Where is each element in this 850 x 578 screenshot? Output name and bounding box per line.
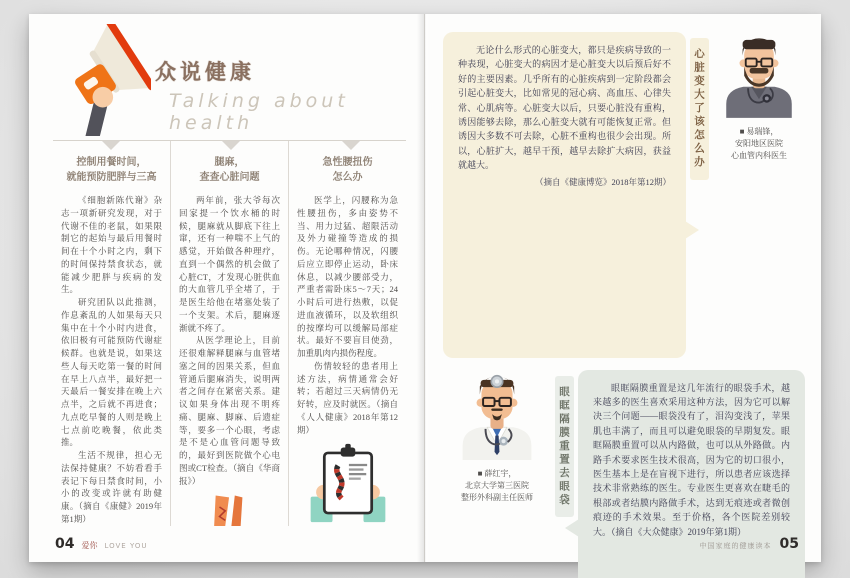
answer-text: 眼眶隔膜重置是这几年流行的眼袋手术，越来越多的医生喜欢采用这种方法，因为它可以解决三个问题——眼袋没有了，泪沟变浅了，苹果肌也丰满了，而且可以避免眼袋的早期复发。眼眶隔膜重置可以从内路做，也可以从外路做。内路手术要求医生技术很高，因为它的切口很小，医生基本上是在盲视下进行，所以患者应该选择技术非常熟练的医生。专业医生更喜欢在睫毛的根部或者结膜内路做手术，达到无痕迹或者微创痕迹的手术效果。至于价格，各个医院差别较大。（摘自《大众健康》2019年第1期） — [593, 382, 790, 537]
topic-label-vertical: 心脏变大了该怎么办 — [690, 38, 709, 180]
article-paragraph: 从医学理论上，目前还很难解释腿麻与血管堵塞之间的因果关系，但血管通后腿麻消失，说明两者之间存在紧密关系。建议如果身体出现不明疼痛、腿麻、脚麻、后遗症等，要多一个心眼，考虑是不是心血管问题导致的，最好到医院做个心电图或CT检查。（摘自《华商报》） — [179, 335, 280, 486]
column-marker-triangle — [222, 141, 240, 150]
article-paragraph: 研究团队以此推测，作息紊乱的人如果每天只集中在十个小时内进食，依旧极有可能预防代谢症候群。也就是说，如果这些人每天吃第一餐的时间在早上八点半，最好把一天最后一餐安排在晚上六点半，之后就不再进食；九点吃早餐的人则是晚上七点前吃晚餐，依此类推。 — [61, 297, 162, 448]
qa-section-heart — [443, 32, 805, 358]
doctor-profile — [713, 32, 805, 358]
bubble-tail-icon — [565, 519, 579, 537]
article-paragraph: 生活不规律，担心无法保持健康？不妨看看手表记下每日禁食时间，小小的改变或许就有助健康。（摘自《康健》2019年第1期） — [61, 450, 162, 524]
article-heading: 急性腰扭伤 怎么办 — [322, 157, 373, 183]
doctor-caption: ■ 易瑞锋， 安阳地区医院 心血管内科医生 — [731, 127, 787, 160]
doctor-caption: ■ 薛红宇， 北京大学第三医院 整形外科副主任医师 — [461, 468, 533, 502]
answer-text: 无论什么形式的心脏变大，都只是疾病导致的一种表现，心脏变大的病因才是心脏变大以后预后好不好的主要因素。几乎所有的心脏疾病到一定阶段都会引起心脏变大，比如常见的冠心病、高血压、心律失常、心肌病等。心脏变大以后，只要心脏没有重构，诱因能够去除，那么心脏变大就有可能恢复正常。但诱因大多数不可去除，心脏不重构也很少会出现。所以，心脏扩大，越早干预，越早去除扩大病因，获益就越大。 — [458, 45, 671, 171]
magazine-name-cn: 爱你 — [81, 541, 98, 550]
source-citation: （摘自《健康博览》2018年第12期） — [534, 176, 671, 187]
right-page — [425, 14, 821, 562]
doctor-profile — [443, 370, 551, 578]
article-paragraph: 医学上，闪腰称为急性腰扭伤，多由姿势不当、用力过猛、超限活动及外力碰撞等造成的损伤。无论哪种情况，闪腰后应立即停止运动，卧床休息，以减少腰部受力，严重者需卧床5～7天；24小时后可进行热敷，以促进血液循环，以及软组织的按摩均可以缓解局部症状。最好不要盲目使劲，加重肌肉内损伤程度。 — [297, 195, 398, 358]
column-marker-triangle — [102, 141, 120, 150]
section-header — [53, 30, 406, 138]
bubble-tail-icon — [685, 221, 699, 239]
left-page — [29, 14, 425, 562]
legs-magnifier-illustration — [179, 493, 280, 526]
article-paragraph: 两年前，张大爷每次回家提一个饮水桶的时候，腿麻就从脚底下往上窜，还有一种喘不上气的感觉，开始做各种理疗，直到一个偶然的机会做了心脏CT，才发现心脏供血的大血管几乎全堵了，于是医生给他在堵塞处装了一个支架。术后，腿麻逐渐就不疼了。 — [179, 195, 280, 333]
megaphone-icon — [39, 24, 151, 141]
article-paragraph: 《细胞新陈代谢》杂志一项新研究发现，对于代谢不佳的老鼠，如果限制它的起始与最后用餐时间在十个小时之内，剩下的时间保持禁食状态，就能减少肥胖与疾病的发生。 — [61, 195, 162, 295]
article-columns — [53, 140, 406, 526]
section-title-cn: 众说健康 — [155, 60, 255, 84]
column-marker-triangle — [342, 141, 360, 150]
article-heading: 腿麻， 查查心脏问题 — [199, 157, 260, 183]
article-column-leg-numbness — [170, 141, 288, 526]
magazine-tagline: 中国家庭的健康读本 — [699, 542, 772, 550]
article-heading: 控制用餐时间， 就能预防肥胖与三高 — [66, 157, 157, 183]
topic-label-vertical: 眼眶隔膜重置去眼袋 — [555, 376, 574, 518]
page-number-left: 04 — [55, 536, 75, 552]
doctor-cardiologist-avatar — [720, 32, 798, 123]
right-page-footer — [700, 536, 799, 552]
left-page-footer — [55, 536, 147, 552]
doctor-plastic-surgeon-avatar — [456, 370, 538, 465]
page-number-right: 05 — [779, 536, 799, 552]
magazine-name-en: LOVE YOU — [104, 542, 148, 550]
article-paragraph: 伤情较轻的患者用上述方法，病情通常会好转；若超过三天病情仍无好转，应及时就医。（摘自《人人健康》2018年第12期） — [297, 360, 398, 435]
article-column-lumbar-sprain — [288, 141, 406, 526]
article-column-meal-timing — [53, 141, 170, 526]
section-title-en: Talking about health — [169, 90, 349, 134]
speech-bubble — [443, 32, 686, 358]
magazine-spread — [29, 14, 821, 562]
spine-clipboard-illustration — [297, 442, 398, 526]
